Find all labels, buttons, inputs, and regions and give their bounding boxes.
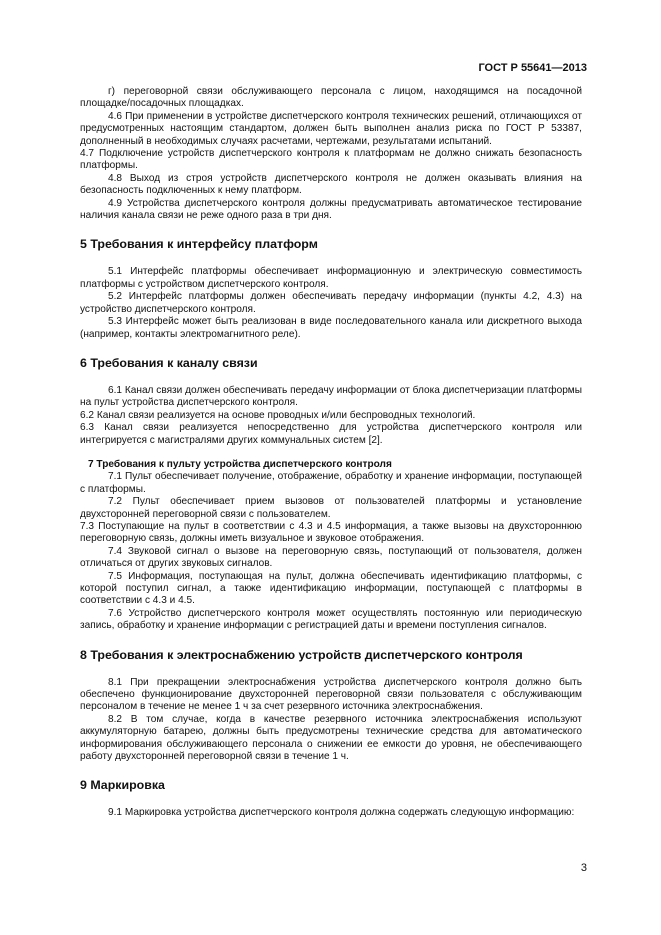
paragraph-7-5: 7.5 Информация, поступающая на пульт, должна обеспечивать идентификацию платформы, с которой поступил сигнал, а также идентификацию информации, поступающей с платформы в соответствии с 4.3 и 4.5. <box>80 570 582 607</box>
paragraph-7-3: 7.3 Поступающие на пульт в соответствии с 4.3 и 4.5 информация, а также вызовы на двухстороннюю переговорную связь, должны иметь визуальное и звуковое отображения. <box>80 520 582 545</box>
document-code: ГОСТ Р 55641—2013 <box>478 62 587 74</box>
paragraph-4-9: 4.9 Устройства диспетчерского контроля должны предусматривать автоматическое тестирование наличия канала связи не реже одного раза в три дня. <box>80 197 582 222</box>
paragraph-5-2: 5.2 Интерфейс платформы должен обеспечивать передачу информации (пункты 4.2, 4.3) на устройство диспетчерского контроля. <box>80 291 582 315</box>
paragraph-4-6: 4.6 При применении в устройстве диспетчерского контроля технических решений, отличающихся от предусмотренных настоящим стандартом, должен быть выполнен анализ риска по ГОСТ Р 53387, дополненный в необходимых случаях расчетами, чертежами, результатами испытаний. <box>80 110 582 147</box>
paragraph-9-1: 9.1 Маркировка устройства диспетчерского контроля должна содержать следующую информацию: <box>108 807 575 819</box>
paragraph-7-2: 7.2 Пульт обеспечивает прием вызовов от пользователей платформы и установление двухсторонней переговорной связи с пользователем. <box>80 496 582 520</box>
paragraph-6-3: 6.3 Канал связи реализуется непосредственно для устройства диспетчерского контроля или интегрируется с магистралями других коммунальных систем [2]. <box>80 422 582 446</box>
section-5-heading: 5 Требования к интерфейсу платформ <box>80 237 318 252</box>
paragraph-7-1: 7.1 Пульт обеспечивает получение, отображение, обработку и хранение информации, поступающей с платформы. <box>80 471 582 495</box>
paragraph-7-6: 7.6 Устройство диспетчерского контроля может осуществлять постоянную или периодическую запись, обработку и хранение информации с регистрацией даты и времени поступления сигналов. <box>80 607 582 632</box>
section-9-heading: 9 Маркировка <box>80 778 165 793</box>
paragraph-7-4: 7.4 Звуковой сигнал о вызове на переговорную связь, поступающий от пользователя, должен отличаться от других звуковых сигналов. <box>80 545 582 570</box>
paragraph-8-1: 8.1 При прекращении электроснабжения устройства диспетчерского контроля должно быть обеспечено функционирование двухсторонней переговорной связи пользователя с обслуживающим персоналом в течение не менее 1 ч за счет резервного источника электроснабжения. <box>80 676 582 713</box>
paragraph-5-3: 5.3 Интерфейс может быть реализован в виде последовательного канала или дискретного выхода (например, контакты электромагнитного реле). <box>80 316 582 340</box>
paragraph-4-8: 4.8 Выход из строя устройств диспетчерского контроля не должен оказывать влияния на безопасность подключенных к нему платформ. <box>80 172 582 197</box>
paragraph-6-1: 6.1 Канал связи должен обеспечивать передачу информации от блока диспетчеризации платформы на пульт устройства диспетчерского контроля. <box>80 384 582 409</box>
paragraph-4-5-g: г) переговорной связи обслуживающего персонала с лицом, находящимся на посадочной площадке/посадочных площадках. <box>80 86 582 110</box>
section-8-heading: 8 Требования к электроснабжению устройств диспетчерского контроля <box>80 647 523 662</box>
page-number: 3 <box>580 862 587 874</box>
page-content <box>80 86 582 820</box>
paragraph-5-1: 5.1 Интерфейс платформы обеспечивает информационную и электрическую совместимость платформы с устройством диспетчерского контроля. <box>80 266 582 290</box>
section-6-heading: 6 Требования к каналу связи <box>80 355 258 370</box>
paragraph-6-2: 6.2 Канал связи реализуется на основе проводных и/или беспроводных технологий. <box>80 409 476 421</box>
section-7-heading: 7 Требования к пульту устройства диспетчерского контроля <box>88 458 392 470</box>
paragraph-8-2: 8.2 В том случае, когда в качестве резервного источника электроснабжения используют аккумуляторную батарею, должны быть предусмотрены технические средства для автоматического информирования обслуживающего персонала о снижении ее емкости до уровня, не обеспечивающего работу двухсторонней переговорной связи в течение 1 ч. <box>80 713 582 763</box>
paragraph-4-7: 4.7 Подключение устройств диспетчерского контроля к платформам не должно снижать безопасность платформы. <box>80 148 582 172</box>
